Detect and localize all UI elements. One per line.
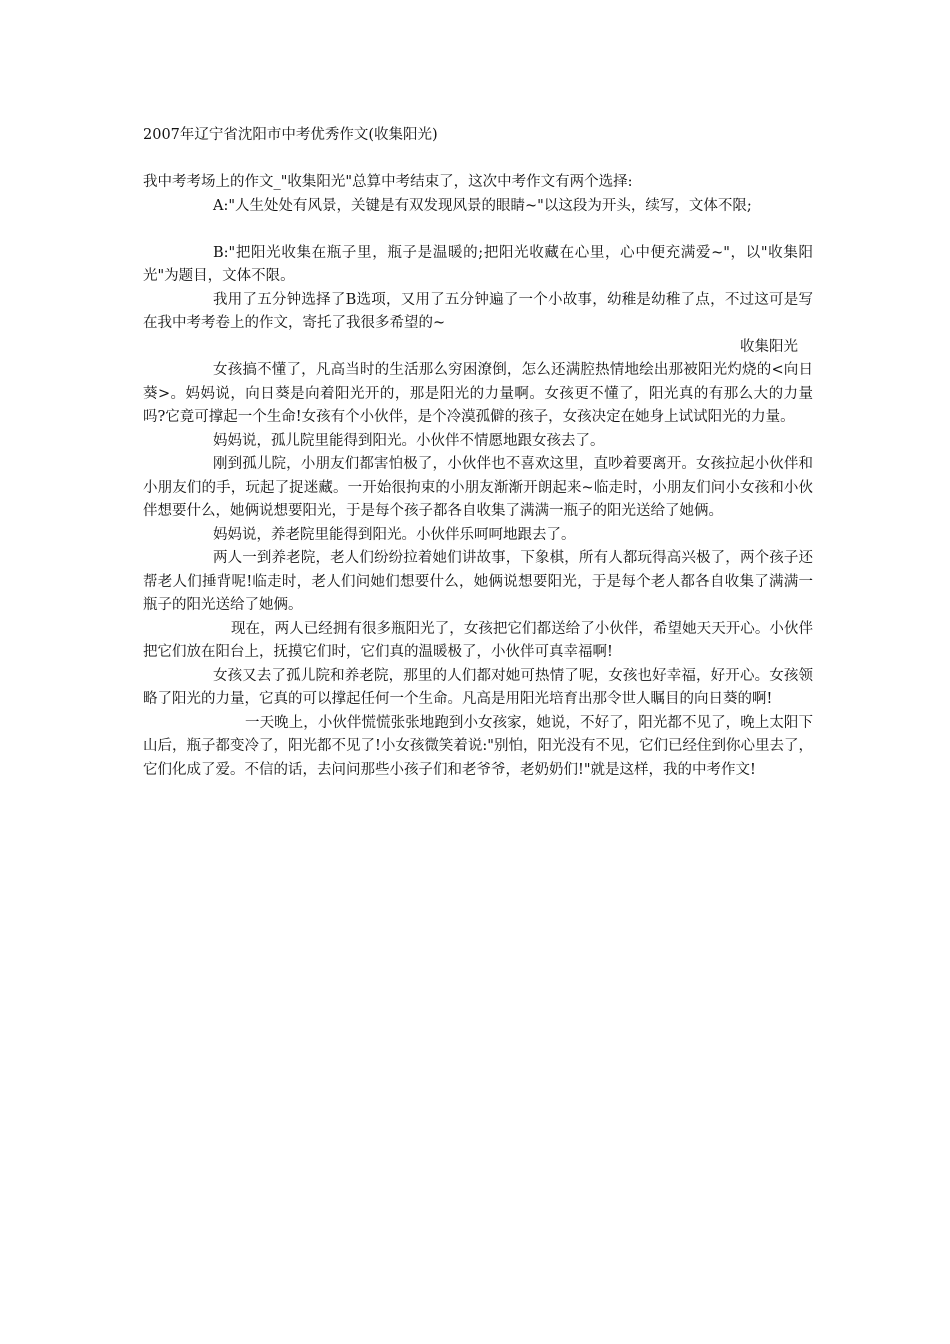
option-a-paragraph: A:"人生处处有风景，关键是有双发现风景的眼睛~"以这段为开头，续写，文体不限; xyxy=(213,197,752,214)
essay-paragraph: 现在，两人已经拥有很多瓶阳光了，女孩把它们都送给了小伙伴，希望她天天开心。小伙伴把它们放在阳台上，抚摸它们时，它们真的温暖极了，小伙伴可真幸福啊! xyxy=(143,620,813,660)
essay-paragraph: 女孩又去了孤儿院和养老院，那里的人们都对她可热情了呢，女孩也好幸福，好开心。女孩领略了阳光的力量，它真的可以撑起任何一个生命。凡高是用阳光培育出那令世人瞩目的向日葵的啊! xyxy=(143,667,813,707)
essay-paragraph: 妈妈说，养老院里能得到阳光。小伙伴乐呵呵地跟去了。 xyxy=(213,526,576,543)
blank-line xyxy=(143,218,813,242)
document-body xyxy=(143,124,813,782)
essay-paragraph: 女孩搞不懂了，凡高当时的生活那么穷困潦倒，怎么还满腔热情地绘出那被阳光灼烧的<向日葵>。妈妈说，向日葵是向着阳光开的，那是阳光的力量啊。女孩更不懂了，阳光真的有那么大的力量吗?它竟可撑起一个生命!女孩有个小伙伴，是个冷漠孤僻的孩子，女孩决定在她身上试试阳光的力量。 xyxy=(143,362,813,425)
intro-paragraph: 我中考考场上的作文_"收集阳光"总算中考结束了，这次中考作文有两个选择: xyxy=(143,174,633,190)
document-title: 2007年辽宁省沈阳市中考优秀作文(收集阳光) xyxy=(143,127,438,143)
essay-paragraph: 一天晚上，小伙伴慌慌张张地跑到小女孩家，她说，不好了，阳光都不见了，晚上太阳下山后，瓶子都变冷了，阳光都不见了!小女孩微笑着说:"别怕，阳光没有不见，它们已经住到你心里去了，它们化成了爱。不信的话，去问问那些小孩子们和老爷爷，老奶奶们!"就是这样，我的中考作文! xyxy=(143,714,813,778)
option-b-paragraph: B:"把阳光收集在瓶子里，瓶子是温暖的;把阳光收藏在心里，心中便充满爱~"，以"收集阳光"为题目，文体不限。 xyxy=(143,244,813,284)
essay-paragraph: 妈妈说，孤儿院里能得到阳光。小伙伴不情愿地跟女孩去了。 xyxy=(213,432,605,449)
essay-paragraph: 两人一到养老院，老人们纷纷拉着她们讲故事，下象棋，所有人都玩得高兴极了，两个孩子还帮老人们捶背呢!临走时，老人们问她们想要什么，她俩说想要阳光，于是每个老人都各自收集了满满一瓶子的阳光送给了她俩。 xyxy=(143,550,813,613)
choice-paragraph: 我用了五分钟选择了B选项，又用了五分钟遍了一个小故事，幼稚是幼稚了点，不过这可是写在我中考考卷上的作文，寄托了我很多希望的~ xyxy=(143,291,813,331)
essay-title: 收集阳光 xyxy=(740,338,798,355)
essay-paragraph: 刚到孤儿院，小朋友们都害怕极了，小伙伴也不喜欢这里，直吵着要离开。女孩拉起小伙伴和小朋友们的手，玩起了捉迷藏。一开始很拘束的小朋友渐渐开朗起来~临走时，小朋友们问小女孩和小伙伴想要什么，她俩说想要阳光，于是每个孩子都各自收集了满满一瓶子的阳光送给了她俩。 xyxy=(143,456,813,519)
